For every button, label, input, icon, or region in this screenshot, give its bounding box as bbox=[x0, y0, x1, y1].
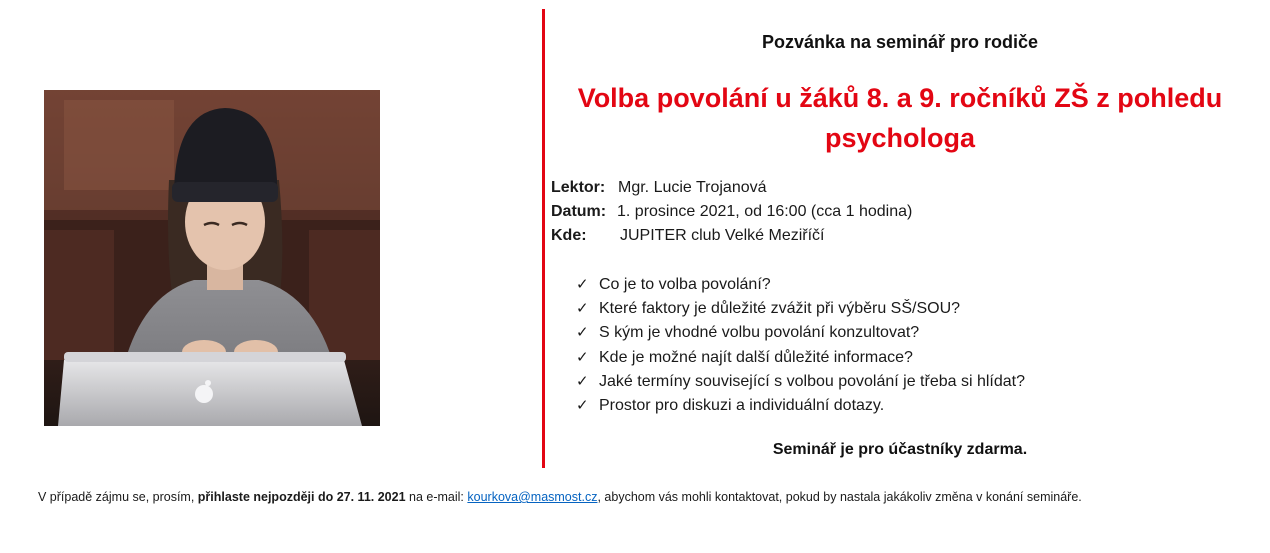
list-item bbox=[576, 370, 1025, 394]
topic-text: Kde je možné najít další důležité informace? bbox=[599, 348, 913, 366]
seminar-title-line-1: Volba povolání u žáků 8. a 9. ročníků ZŠ z pohledu bbox=[577, 83, 1223, 113]
lektor-value: Mgr. Lucie Trojanová bbox=[618, 179, 767, 196]
footer-text-3: , abychom vás mohli kontaktovat, pokud by nastala jakákoliv změna v konání semináře. bbox=[597, 490, 1082, 504]
list-item bbox=[576, 297, 1025, 321]
list-item bbox=[576, 394, 1025, 418]
footer-deadline: přihlaste nejpozději do 27. 11. 2021 bbox=[197, 490, 406, 504]
seminar-title bbox=[560, 78, 1240, 158]
detail-kde bbox=[551, 224, 912, 248]
seminar-details bbox=[551, 176, 912, 248]
checkmark-icon: ✓ bbox=[576, 372, 589, 390]
footer-note bbox=[38, 490, 1082, 504]
topic-text: Jaké termíny související s volbou povolání je třeba si hlídat? bbox=[599, 372, 1025, 390]
invitation-heading: Pozvánka na seminář pro rodiče bbox=[761, 32, 1039, 52]
checkmark-icon: ✓ bbox=[576, 348, 589, 366]
kde-value: JUPITER club Velké Meziříčí bbox=[620, 227, 825, 244]
footer-text-2: na e-mail: bbox=[405, 490, 468, 504]
red-vertical-divider bbox=[542, 9, 545, 468]
seminar-title-line-2: psychologa bbox=[824, 123, 976, 153]
photo-illustration bbox=[44, 90, 380, 426]
footer-text-1: V případě zájmu se, prosím, bbox=[38, 490, 198, 504]
checkmark-icon: ✓ bbox=[576, 397, 589, 415]
list-item bbox=[576, 346, 1025, 370]
list-item bbox=[576, 273, 1025, 297]
topic-checklist bbox=[576, 273, 1025, 418]
kde-label: Kde: bbox=[551, 227, 587, 244]
checkmark-icon: ✓ bbox=[576, 300, 589, 318]
email-link[interactable]: kourkova@masmost.cz bbox=[467, 490, 598, 504]
topic-text: Prostor pro diskuzi a individuální dotazy. bbox=[599, 397, 885, 415]
datum-label: Datum: bbox=[551, 203, 607, 220]
topic-text: S kým je vhodné volbu povolání konzultovat? bbox=[599, 324, 920, 342]
checkmark-icon: ✓ bbox=[576, 324, 589, 342]
free-admission-note: Seminář je pro účastníky zdarma. bbox=[772, 441, 1028, 458]
detail-lektor bbox=[551, 176, 912, 200]
topic-text: Které faktory je důležité zvážit při výběru SŠ/SOU? bbox=[599, 300, 961, 318]
lektor-label: Lektor: bbox=[551, 179, 606, 196]
photo-woman-laptop bbox=[44, 90, 380, 426]
checkmark-icon: ✓ bbox=[576, 276, 589, 293]
datum-value: 1. prosince 2021, od 16:00 (cca 1 hodina) bbox=[617, 203, 913, 220]
topic-text: Co je to volba povolání? bbox=[599, 276, 771, 293]
detail-datum bbox=[551, 200, 912, 224]
list-item bbox=[576, 321, 1025, 345]
